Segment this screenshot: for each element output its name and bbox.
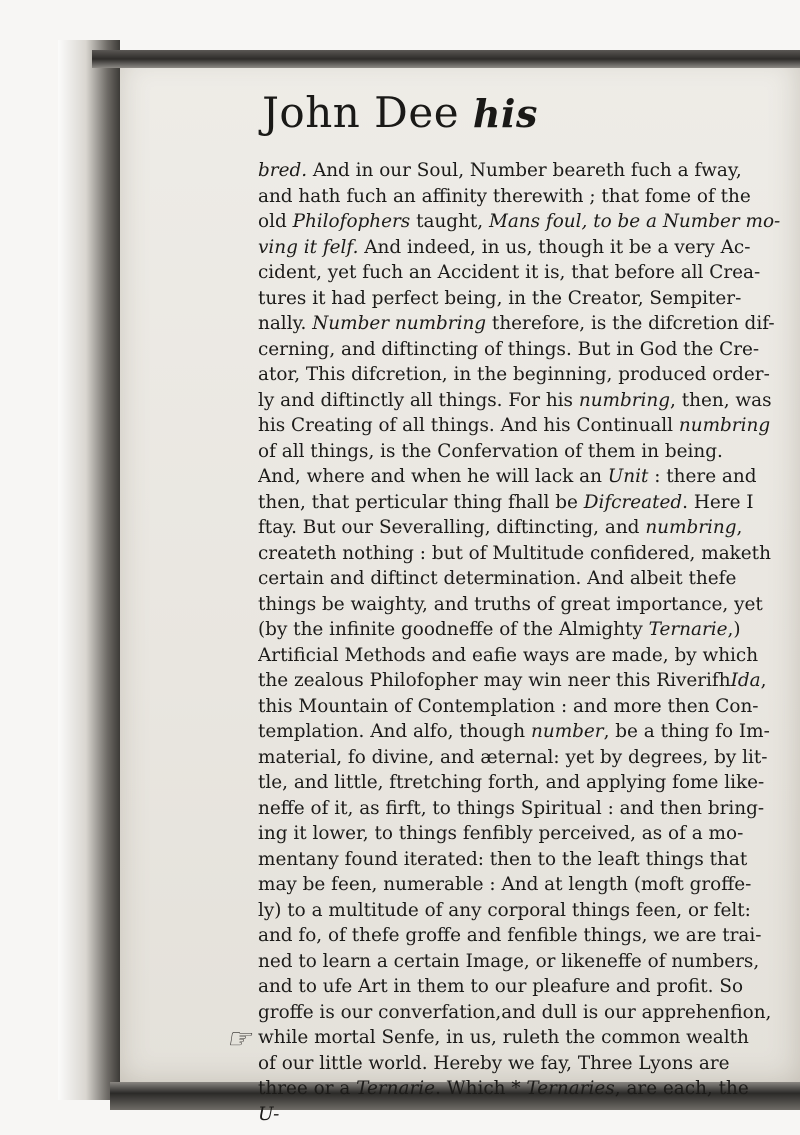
italic-run: Mans foul, to be a Number mo- [489,211,781,232]
text-line [258,158,796,184]
text-run: : there and [648,466,757,487]
text-run: the zealous Philofopher may win neer this Riverifh [258,670,731,691]
text-run: , then, was [670,389,772,411]
text-run: nally. [258,313,313,334]
text-line [258,362,796,388]
running-head-word: his [472,91,538,136]
text-run: ly) to a multitude of any corporal things feen, or felt: [258,899,751,921]
text-run: mentany found iterated: then to the leaft things that [258,848,748,870]
italic-run: numbring [645,517,737,538]
text-line [258,1025,796,1051]
text-run: templation. And alfo, though [258,721,531,742]
text-run: of our little world. Hereby we fay, Three Lyons are [258,1052,730,1074]
text-run: (by the infinite goodneffe of the Almighty [258,619,649,640]
text-run: ,) [727,619,741,640]
text-run: things be waighty, and truths of great importance, yet [258,593,763,615]
text-line [258,694,796,720]
text-run: three or a [258,1078,357,1099]
text-line [258,286,796,312]
body-text [258,158,796,1127]
text-run: cerning, and diftincting of things. But in God the Cre- [258,338,760,360]
running-head-name: John Dee [262,88,460,137]
text-run: , [760,670,767,691]
text-run: ftay. But our Severalling, diftincting, and [258,517,646,538]
text-line [258,439,796,465]
italic-run: U- [258,1103,280,1125]
text-line [258,796,796,822]
text-line [258,974,796,1000]
text-run: . Which * [435,1078,527,1099]
text-line [258,1102,796,1128]
running-head [0,88,800,137]
text-run: tle, and little, ftretching forth, and applying fome like- [258,772,765,793]
text-run: , [736,517,743,538]
text-run: and fo, of thefe groffe and fenfible things, we are trai- [258,925,762,946]
text-line [258,209,796,235]
italic-run: ving it felf. [258,236,359,258]
text-line [258,872,796,898]
text-run: And indeed, in us, though it be a very Ac- [358,236,751,258]
text-run: , be a thing fo Im- [603,721,770,742]
text-run: his Creating of all things. And his Continuall [258,415,679,436]
italic-run: numbring [578,389,671,411]
text-run: then, that perticular thing fhall be [258,491,584,513]
text-run: of all things, is the Confervation of them in being. [258,440,723,462]
italic-run: numbring [678,415,771,436]
text-run: , are each, the [614,1078,749,1099]
italic-run: number [531,721,604,742]
text-line [258,770,796,796]
text-line [258,1051,796,1077]
text-line [258,260,796,286]
italic-run: Ternarie [648,619,728,640]
text-line [258,388,796,414]
pointing-hand-icon: ☞ [226,1022,252,1055]
text-run: material, fo divine, and æternal: yet by degrees, by lit- [258,746,768,768]
text-line [258,541,796,567]
text-run: createth nothing : but of Multitude confidered, maketh [258,542,771,564]
italic-run: Ida [730,670,761,691]
text-line [258,337,796,363]
text-line [258,592,796,618]
text-line [258,617,796,643]
text-line [258,821,796,847]
text-line [258,847,796,873]
text-line [258,923,796,949]
text-line [258,184,796,210]
text-line [258,490,796,516]
text-run: Artificial Methods and eafie ways are made, by which [258,644,759,666]
italic-run: Number numbring [312,313,487,334]
text-line [258,745,796,771]
text-line [258,643,796,669]
text-run: And, where and when he will lack an [258,466,608,487]
book-gutter [58,40,120,1100]
text-run: And in our Soul, Number beareth fuch a fway, [307,160,742,181]
italic-run: Ternaries [526,1078,615,1099]
text-run: ator, This difcretion, in the beginning, produced order- [258,364,770,385]
text-line [258,566,796,592]
text-line [258,235,796,261]
text-run: therefore, is the difcretion dif- [486,313,775,334]
text-line [258,949,796,975]
text-line [258,1076,796,1102]
text-line [258,1000,796,1026]
text-line [258,668,796,694]
text-line [258,464,796,490]
text-run: and to ufe Art in them to our pleafure and profit. So [258,976,744,997]
text-run: ned to learn a certain Image, or likeneffe of numbers, [258,950,760,972]
text-line [258,515,796,541]
italic-run: bred. [258,160,308,181]
text-run: may be feen, numerable : And at length (moft groffe- [258,874,752,895]
italic-run: Philofophers [292,211,411,232]
text-line [258,898,796,924]
text-line [258,719,796,745]
text-line [258,311,796,337]
text-run: this Mountain of Contemplation : and more then Con- [258,695,759,717]
text-run: neffe of it, as firft, to things Spiritual : and then bring- [258,797,765,819]
text-run: taught, [410,211,489,232]
italic-run: Ternarie [356,1078,436,1099]
text-run: tures it had perfect being, in the Creator, Sempiter- [258,287,742,309]
text-run: certain and diftinct determination. And albeit thefe [258,568,737,589]
page-top-edge [92,50,800,68]
text-line [258,413,796,439]
text-run: old [258,211,293,232]
text-run: while mortal Senfe, in us, ruleth the common wealth [258,1027,749,1048]
text-run: ing it lower, to things fenfibly perceived, as of a mo- [258,823,744,844]
text-run: . Here I [682,491,754,513]
italic-run: Unit [607,466,649,487]
text-run: and hath fuch an affinity therewith ; that fome of the [258,185,751,207]
text-run: ly and diftinctly all things. For his [258,389,579,411]
text-run: groffe is our converfation,and dull is our apprehenfion, [258,1001,772,1023]
italic-run: Difcreated [583,491,683,513]
text-run: cident, yet fuch an Accident it is, that before all Crea- [258,262,761,283]
